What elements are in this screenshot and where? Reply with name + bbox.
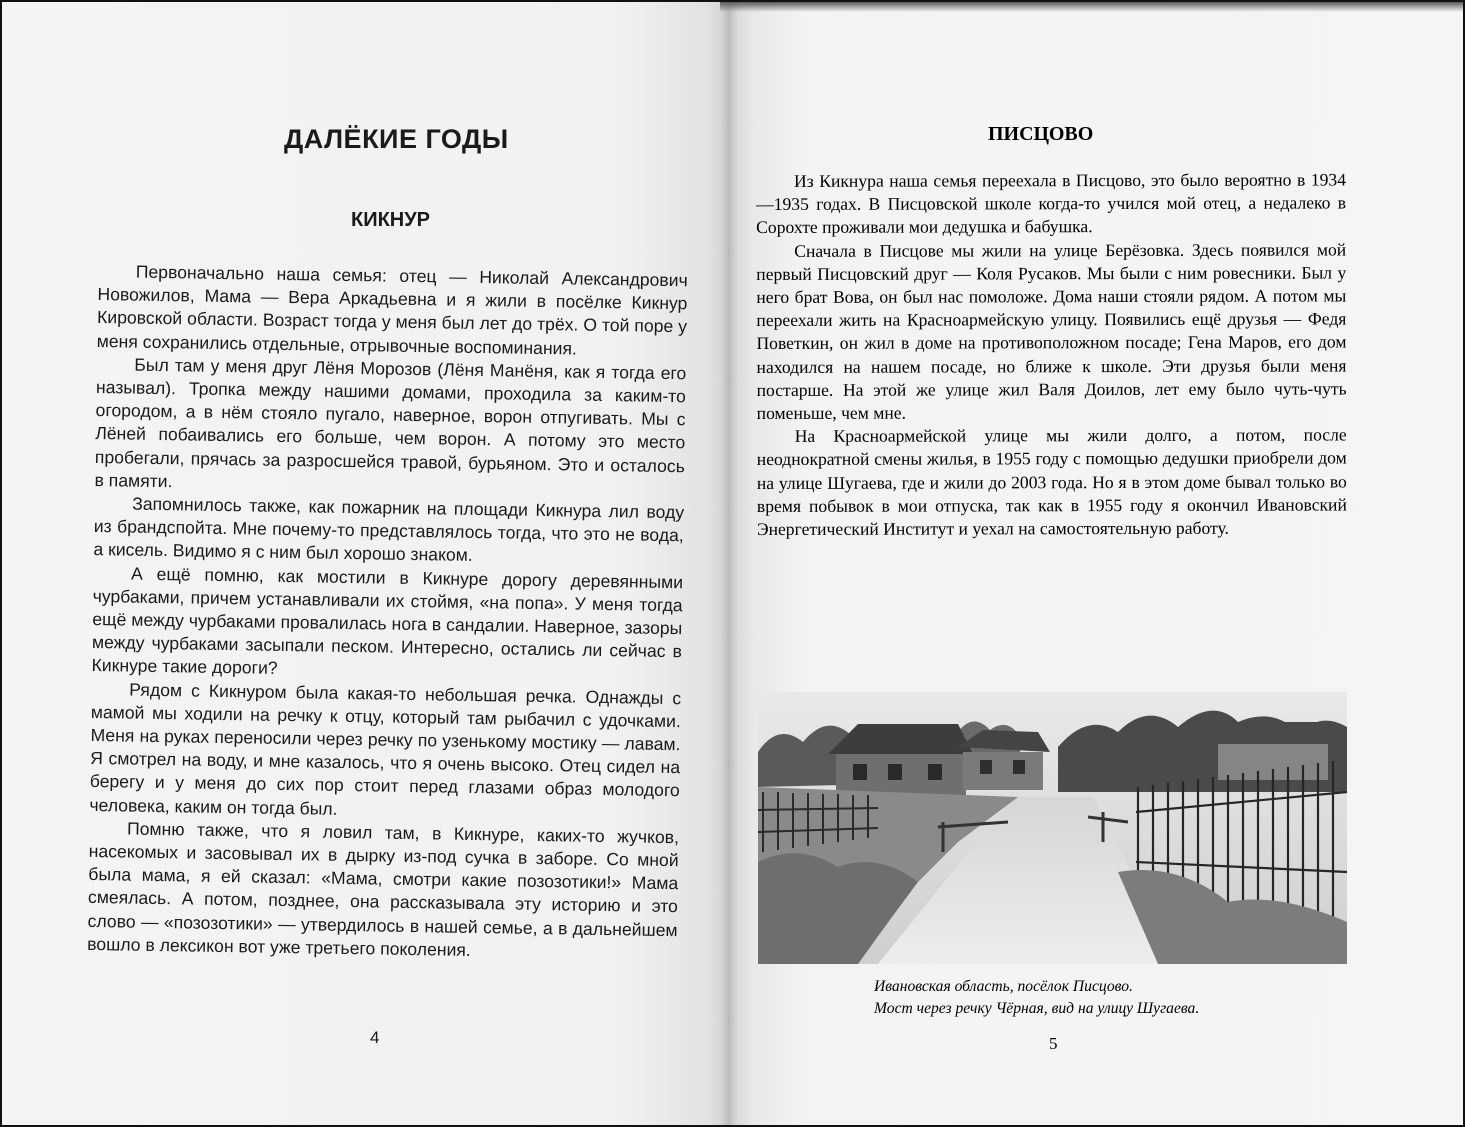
section-title-kiknur: КИКНУР bbox=[351, 209, 431, 231]
paragraph: Был там у меня друг Лёня Морозов (Лёня Манёня, как я тогда его называл). Тропка между нашими домами, проходила за каким-то огородом, а в нём стояло пугало, наверное, ворон отпугивать. Мы с Лёней побаивались его больше, чем ворон. А потому это место пробегали, прячась за разросшейся травой, бурьяном. Это и осталось в памяти. bbox=[94, 354, 687, 492]
paragraph: Помню также, что я ловил там, в Кикнуре, каких-то жучков, насекомых и засовывал их в дырку из-под сучка в заборе. Со мной была мама, я ей сказал: «Мама, смотри какие позозотики!» Мама смеялась. А потом, позднее, она рассказывала эту историю и это слово — «позозотики» — утвердилось в нашей семье, а в дальнейшем вошло в лексикон вот уже третьего поколения. bbox=[87, 818, 680, 960]
paragraph: На Красноармейской улице мы жили долго, а потом, после неоднократной смены жилья, в 1955 году с помощью дедушки приобрели дом на улице Шугаева, где и жили до 2003 года. Но я в этом доме бывал только во время побывок в мои отпуска, так как в 1955 году я окончил Ивановский Энергетический Институт и уехал на самостоятельную работу. bbox=[756, 424, 1347, 540]
left-page bbox=[2, 2, 730, 1127]
left-body-text bbox=[87, 260, 688, 965]
village-street-illustration bbox=[758, 692, 1347, 964]
section-title-pistsovo: ПИСЦОВО bbox=[988, 123, 1094, 145]
paragraph: Из Кикнура наша семья переехала в Писцово, это было вероятно в 1934—1935 годах. В Писцовской школе когда-то учился мой отец, а недалеко в Сорохте проживали мои дедушка и бабушка. bbox=[756, 169, 1347, 238]
paragraph: А ещё помню, как мостили в Кикнуре дорогу деревянными чурбаками, причем устанавливали их стоймя, «на попа». У меня тогда ещё между чурбаками провалилась нога в сандалии. Наверное, зазоры между чурбаками засыпали песком. Интересно, остались ли сейчас в Кикнуре такие дороги? bbox=[91, 563, 684, 679]
paragraph: Запомнилось также, как пожарник на площади Кикнура лил воду из брандспойта. Мне почему-то представлялось тогда, что это не вода, а кисель. Видимо я с ним был хорошо знаком. bbox=[93, 493, 685, 566]
photo-caption bbox=[874, 976, 1199, 1020]
paragraph: Первоначально наша семья: отец — Николай Александрович Новожилов, Мама — Вера Аркадьевна и я жили в посёлке Кикнур Кировской области. Возраст тогда у меня был лет до трёх. О той поре у меня сохранились отдельные, отрывочные воспоминания. bbox=[96, 261, 688, 359]
chapter-title: ДАЛЁКИЕ ГОДЫ bbox=[284, 124, 509, 154]
photo-caption-line-1: Ивановская область, посёлок Писцово. bbox=[874, 978, 1133, 995]
village-photo bbox=[758, 692, 1347, 964]
paragraph: Рядом с Кикнуром была какая-то небольшая речка. Однажды с мамой мы ходили на речку к отцу, который там рыбачил с удочками. Меня на руках переносили через речку по узенькому мостику — лавам. Я смотрел на воду, и мне казалось, что я очень высоко. Отец сидел на берегу и у меня до сих пор стоит перед глазами образ молодого человека, каким он тогда был. bbox=[89, 679, 682, 819]
book-gutter bbox=[720, 2, 738, 1127]
page-number-left: 4 bbox=[370, 1028, 380, 1047]
right-body-text bbox=[756, 168, 1347, 541]
scan-edge-shadow bbox=[720, 2, 1465, 12]
page-number-right: 5 bbox=[1049, 1034, 1058, 1053]
photo-caption-line-2: Мост через речку Чёрная, вид на улицу Шугаева. bbox=[874, 1000, 1200, 1017]
paragraph: Сначала в Писцове мы жили на улице Берёзовка. Здесь появился мой первый Писцовский друг — Коля Русаков. Мы были с ним ровесники. Был у него брат Вова, он был нас помоложе. Дома наши стояли рядом. А потом мы переехали жить на Красноармейскую улицу. Появились ещё друзья — Федя Поветкин, он жил в доме на противоположном посаде; Гена Маров, его дом находился на нашем посаде, но ближе к школе. Эти друзья были меня постарше. На этой же улице жил Валя Доилов, лет ему было чуть-чуть поменьше, чем мне. bbox=[756, 239, 1347, 424]
